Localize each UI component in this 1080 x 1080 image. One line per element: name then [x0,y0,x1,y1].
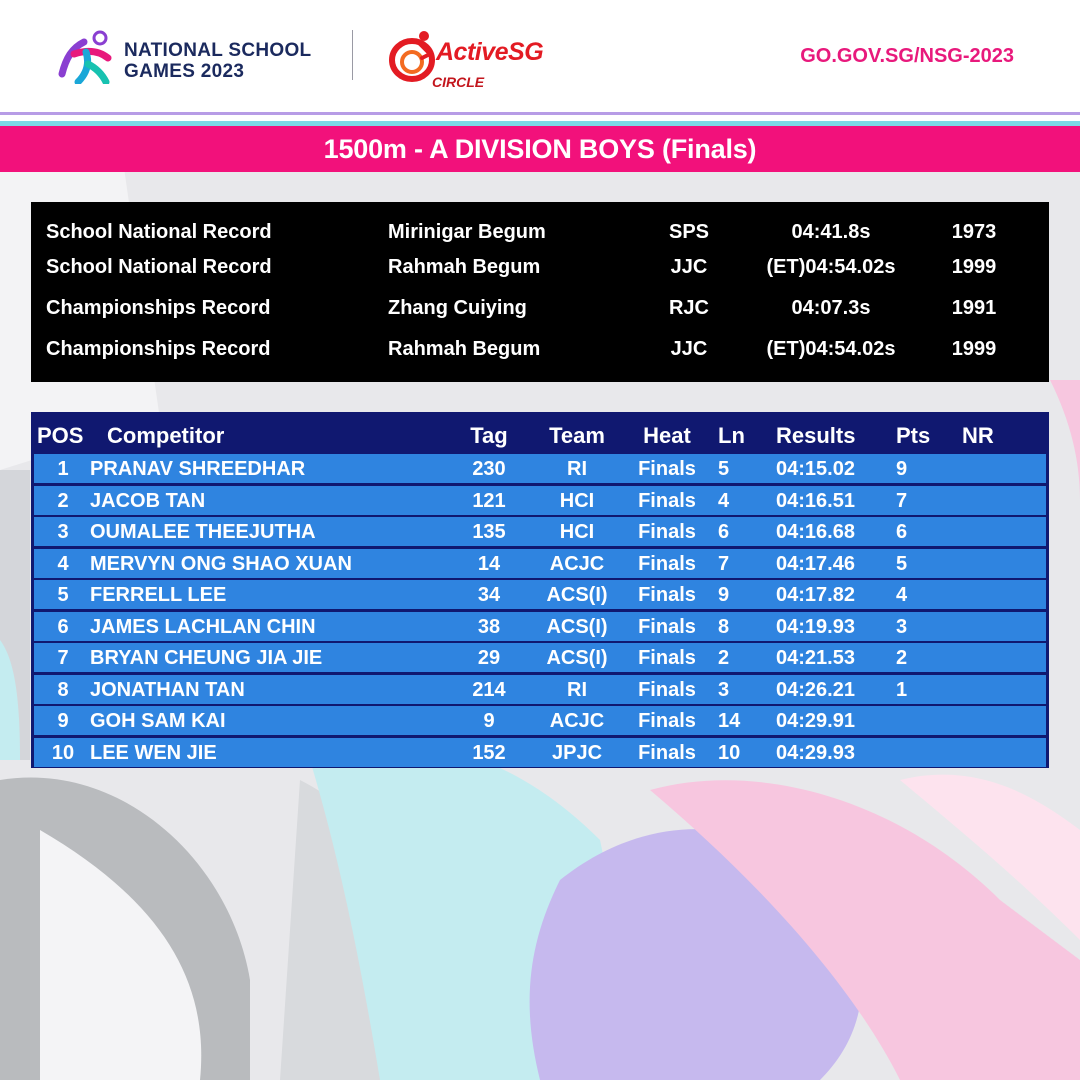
result-tag: 38 [477,615,501,638]
record-team: RJC [668,297,709,319]
result-position: 1 [57,458,69,480]
result-heat: Finals [638,647,696,669]
records-panel [31,202,1049,382]
result-points: 9 [896,458,908,480]
record-time: (ET)04:54.02s [766,256,896,278]
record-year: 1999 [951,256,997,278]
result-team: ACJC [549,552,605,575]
record-row [31,334,1049,364]
record-year: 1991 [951,297,997,319]
header-lane: Ln [718,423,745,448]
result-lane: 5 [718,458,730,480]
result-competitor: JAMES LACHLAN CHIN [90,615,316,638]
result-team: HCI [559,521,595,543]
header-tag: Tag [470,423,508,448]
result-lane: 14 [718,710,741,732]
result-time: 04:26.21 [776,678,855,701]
header [0,0,1080,112]
result-lane: 6 [718,521,730,543]
table-row [34,706,1046,735]
table-row [34,738,1046,767]
result-team: RI [567,678,587,701]
result-position: 10 [51,741,75,764]
result-competitor: LEE WEN JIE [90,741,217,764]
result-points: 7 [896,489,908,512]
result-heat: Finals [638,584,696,606]
header-nr: NR [962,423,994,448]
result-tag: 230 [472,458,506,480]
result-competitor: PRANAV SHREEDHAR [90,458,306,480]
result-competitor: GOH SAM KAI [90,710,226,732]
header-team: Team [549,423,605,448]
nsg-logo-line2: GAMES 2023 [124,61,245,82]
header-pos: POS [37,423,84,448]
result-team: ACS(I) [546,584,608,606]
result-team: JPJC [551,741,603,764]
result-tag: 121 [472,489,506,512]
nsg-figure-icon [56,28,120,84]
result-position: 8 [57,678,69,701]
result-heat: Finals [638,458,696,480]
result-time: 04:17.46 [776,552,855,575]
result-team: ACJC [549,710,605,732]
result-tag: 29 [477,647,501,669]
record-holder: Rahmah Begum [388,256,541,278]
table-row [34,643,1046,672]
results-header-row [31,412,1049,454]
result-team: RI [567,458,587,480]
result-time: 04:16.68 [776,521,855,543]
result-time: 04:15.02 [776,458,855,480]
record-time: (ET)04:54.02s [766,338,896,360]
result-tag: 152 [472,741,506,764]
result-team: ACS(I) [546,615,608,638]
record-time: 04:07.3s [791,297,871,319]
result-tag: 214 [472,678,506,701]
record-row [31,252,1049,282]
record-team: SPS [668,221,710,243]
result-heat: Finals [638,615,696,638]
result-position: 7 [57,647,69,669]
result-heat: Finals [638,552,696,575]
record-type: School National Record [46,221,272,243]
result-position: 4 [57,552,69,575]
result-lane: 8 [718,615,730,638]
result-time: 04:16.51 [776,489,855,512]
result-position: 9 [57,710,69,732]
result-lane: 3 [718,678,730,701]
result-tag: 9 [483,710,495,732]
result-lane: 7 [718,552,730,575]
record-team: JJC [670,338,708,360]
record-year: 1973 [951,221,997,243]
result-heat: Finals [638,710,696,732]
result-position: 2 [57,489,69,512]
games-url: GO.GOV.SG/NSG-2023 [800,45,1014,67]
result-points: 1 [896,678,908,701]
nsg-logo-text [124,40,311,82]
result-time: 04:19.93 [776,615,855,638]
result-team: HCI [559,489,595,512]
result-time: 04:29.93 [776,741,855,764]
result-tag: 14 [477,552,501,575]
result-position: 6 [57,615,69,638]
table-row [34,612,1046,641]
record-type: Championships Record [46,338,271,360]
result-points: 4 [896,584,908,606]
result-points: 3 [896,615,908,638]
event-title-bar [0,126,1080,172]
header-results: Results [776,423,856,448]
table-row [34,549,1046,578]
header-competitor: Competitor [107,423,225,448]
header-divider [352,30,353,80]
record-type: School National Record [46,256,272,278]
result-time: 04:17.82 [776,584,855,606]
result-tag: 135 [472,521,506,543]
result-points: 5 [896,552,908,575]
result-lane: 2 [718,647,730,669]
result-heat: Finals [638,678,696,701]
result-time: 04:21.53 [776,647,855,669]
result-lane: 4 [718,489,730,512]
result-heat: Finals [638,489,696,512]
result-position: 3 [57,521,69,543]
results-table [31,412,1049,768]
record-holder: Mirinigar Begum [388,221,546,243]
record-row [31,217,1049,247]
result-heat: Finals [638,521,696,543]
result-tag: 34 [477,584,501,606]
table-row [34,517,1046,546]
result-competitor: MERVYN ONG SHAO XUAN [90,552,352,575]
table-row [34,454,1046,483]
record-holder: Rahmah Begum [388,338,541,360]
activesg-circle-text: CIRCLE [432,74,485,90]
record-holder: Zhang Cuiying [388,297,527,319]
record-type: Championships Record [46,297,271,319]
event-title: 1500m - A DIVISION BOYS (Finals) [323,133,757,164]
result-competitor: JONATHAN TAN [90,678,245,701]
result-position: 5 [57,584,69,606]
header-points: Pts [896,423,931,448]
nsg-logo-line1: NATIONAL SCHOOL [124,40,312,61]
record-team: JJC [670,256,708,278]
result-competitor: OUMALEE THEEJUTHA [90,521,316,543]
record-time: 04:41.8s [791,221,871,243]
record-row [31,293,1049,323]
header-heat: Heat [643,423,691,448]
result-heat: Finals [638,741,696,764]
result-lane: 9 [718,584,730,606]
record-year: 1999 [951,338,997,360]
result-time: 04:29.91 [776,710,855,732]
activesg-logo-text: ActiveSG [436,38,544,66]
table-row [34,486,1046,515]
result-competitor: JACOB TAN [90,489,206,512]
result-points: 6 [896,521,908,543]
result-points: 2 [896,647,908,669]
table-row [34,675,1046,704]
result-team: ACS(I) [546,647,608,669]
result-lane: 10 [718,741,741,764]
result-competitor: FERRELL LEE [90,584,227,606]
table-row [34,580,1046,609]
result-competitor: BRYAN CHEUNG JIA JIE [90,647,323,669]
